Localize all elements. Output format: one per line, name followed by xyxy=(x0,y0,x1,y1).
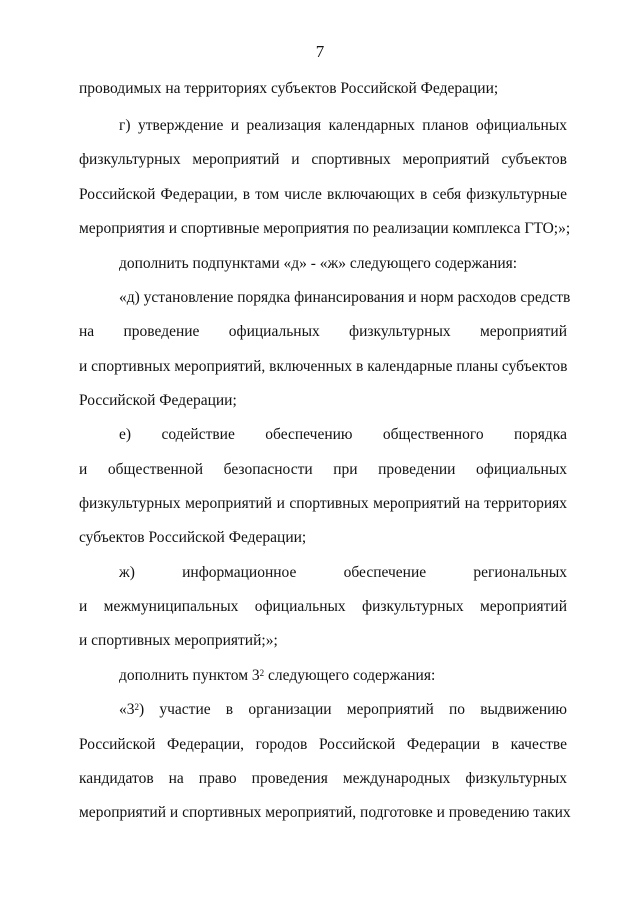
text-line: ж) информационное обеспечение региональных xyxy=(119,564,567,581)
text-line: и межмуниципальных официальных физкультурных мероприятий xyxy=(79,598,567,615)
text-fragment: «3 xyxy=(119,701,135,718)
text-line: г) утверждение и реализация календарных планов официальных xyxy=(119,117,567,134)
text-line: проводимых на территориях субъектов Российской Федерации; xyxy=(79,80,499,97)
text-line: и спортивных мероприятий;»; xyxy=(79,632,278,649)
text-line-with-superscript xyxy=(119,666,567,686)
text-line-with-superscript xyxy=(119,700,567,720)
text-line: мероприятия и спортивные мероприятия по реализации комплекса ГТО;»; xyxy=(79,220,571,237)
text-line: е) содействие обеспечению общественного порядка xyxy=(119,426,567,443)
text-line: субъектов Российской Федерации; xyxy=(79,529,307,546)
text-fragment: ) участие в организации мероприятий по выдвижению xyxy=(139,701,567,718)
text-line: Российской Федерации, в том числе включающих в себя физкультурные xyxy=(79,186,567,203)
text-line: Российской Федерации, городов Российской Федерации в качестве xyxy=(79,736,567,753)
text-line: «д) установление порядка финансирования и норм расходов средств xyxy=(119,289,571,306)
text-line: дополнить подпунктами «д» - «ж» следующего содержания: xyxy=(119,255,518,272)
text-line: на проведение официальных физкультурных мероприятий xyxy=(79,323,567,340)
text-line: Российской Федерации; xyxy=(79,392,237,409)
text-line: и общественной безопасности при проведении официальных xyxy=(79,461,567,478)
text-line: и спортивных мероприятий, включенных в календарные планы субъектов xyxy=(79,358,568,375)
superscript: 2 xyxy=(259,667,265,678)
text-line: физкультурных мероприятий и спортивных мероприятий на территориях xyxy=(79,495,567,512)
page-number: 7 xyxy=(315,42,325,61)
text-fragment: дополнить пунктом 3 xyxy=(119,667,260,684)
text-fragment: следующего содержания: xyxy=(268,667,436,684)
text-line: мероприятий и спортивных мероприятий, подготовке и проведению таких xyxy=(79,804,571,821)
superscript: 2 xyxy=(134,701,139,712)
text-line: кандидатов на право проведения международных физкультурных xyxy=(79,770,567,787)
text-line: физкультурных мероприятий и спортивных мероприятий субъектов xyxy=(79,151,567,168)
